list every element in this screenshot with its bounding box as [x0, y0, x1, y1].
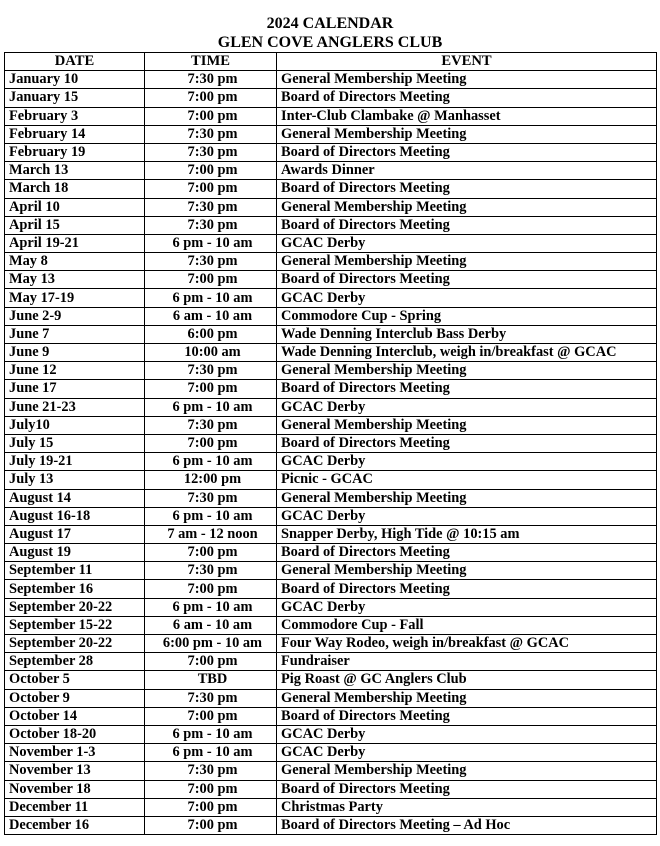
table-row [5, 525, 657, 543]
time-cell: 7:30 pm [145, 689, 277, 707]
table-row [5, 71, 657, 89]
event-cell: Awards Dinner [277, 162, 657, 180]
table-row [5, 507, 657, 525]
table-row [5, 307, 657, 325]
event-cell: Board of Directors Meeting [277, 89, 657, 107]
time-cell: 12:00 pm [145, 471, 277, 489]
table-row [5, 635, 657, 653]
event-cell: GCAC Derby [277, 598, 657, 616]
time-cell: 7:30 pm [145, 198, 277, 216]
table-row [5, 798, 657, 816]
time-cell: 7:00 pm [145, 544, 277, 562]
table-row [5, 616, 657, 634]
time-cell: 7:30 pm [145, 416, 277, 434]
date-cell: July 19-21 [5, 453, 145, 471]
time-cell: 6 pm - 10 am [145, 398, 277, 416]
event-cell: GCAC Derby [277, 398, 657, 416]
date-cell: September 15-22 [5, 616, 145, 634]
time-cell: 7:00 pm [145, 162, 277, 180]
event-cell: General Membership Meeting [277, 125, 657, 143]
table-row [5, 180, 657, 198]
table-row [5, 744, 657, 762]
date-cell: April 10 [5, 198, 145, 216]
event-cell: Board of Directors Meeting [277, 271, 657, 289]
title-line-club: GLEN COVE ANGLERS CLUB [217, 34, 443, 51]
time-cell: 6 pm - 10 am [145, 234, 277, 252]
event-cell: General Membership Meeting [277, 416, 657, 434]
date-cell: February 3 [5, 107, 145, 125]
event-cell: Christmas Party [277, 798, 657, 816]
table-row [5, 580, 657, 598]
event-cell: Wade Denning Interclub Bass Derby [277, 325, 657, 343]
event-cell: Board of Directors Meeting [277, 216, 657, 234]
time-cell: 7:30 pm [145, 762, 277, 780]
time-cell: 7:30 pm [145, 125, 277, 143]
event-cell: Commodore Cup - Spring [277, 307, 657, 325]
table-row [5, 398, 657, 416]
event-cell: GCAC Derby [277, 453, 657, 471]
table-row [5, 271, 657, 289]
date-cell: October 5 [5, 671, 145, 689]
column-header-event: EVENT [277, 53, 657, 71]
date-cell: August 16-18 [5, 507, 145, 525]
event-cell: General Membership Meeting [277, 489, 657, 507]
event-cell: Four Way Rodeo, weigh in/breakfast @ GCAC [277, 635, 657, 653]
table-row [5, 253, 657, 271]
event-cell: Board of Directors Meeting [277, 434, 657, 452]
event-cell: Fundraiser [277, 653, 657, 671]
event-cell: GCAC Derby [277, 744, 657, 762]
time-cell: 7:30 pm [145, 143, 277, 161]
table-row [5, 562, 657, 580]
event-cell: Board of Directors Meeting [277, 707, 657, 725]
date-cell: February 14 [5, 125, 145, 143]
event-cell: Board of Directors Meeting [277, 544, 657, 562]
table-row [5, 289, 657, 307]
date-cell: June 17 [5, 380, 145, 398]
date-cell: August 14 [5, 489, 145, 507]
table-row [5, 471, 657, 489]
date-cell: December 11 [5, 798, 145, 816]
event-cell: GCAC Derby [277, 289, 657, 307]
time-cell: 7:00 pm [145, 798, 277, 816]
date-cell: June 12 [5, 362, 145, 380]
time-cell: 7:00 pm [145, 434, 277, 452]
table-row [5, 89, 657, 107]
column-header-time: TIME [145, 53, 277, 71]
event-cell: General Membership Meeting [277, 689, 657, 707]
table-row [5, 671, 657, 689]
event-cell: Commodore Cup - Fall [277, 616, 657, 634]
time-cell: 7:30 pm [145, 253, 277, 271]
table-row [5, 653, 657, 671]
time-cell: 7:00 pm [145, 271, 277, 289]
date-cell: February 19 [5, 143, 145, 161]
table-row [5, 780, 657, 798]
table-row [5, 689, 657, 707]
event-cell: General Membership Meeting [277, 362, 657, 380]
date-cell: April 15 [5, 216, 145, 234]
event-cell: GCAC Derby [277, 507, 657, 525]
event-cell: General Membership Meeting [277, 71, 657, 89]
event-cell: Board of Directors Meeting [277, 143, 657, 161]
date-cell: November 18 [5, 780, 145, 798]
date-cell: June 2-9 [5, 307, 145, 325]
table-row [5, 816, 657, 834]
date-cell: August 19 [5, 544, 145, 562]
table-row [5, 125, 657, 143]
time-cell: 7:00 pm [145, 707, 277, 725]
event-cell: Board of Directors Meeting [277, 780, 657, 798]
time-cell: 7:30 pm [145, 216, 277, 234]
event-cell: General Membership Meeting [277, 762, 657, 780]
time-cell: 7:30 pm [145, 362, 277, 380]
date-cell: December 16 [5, 816, 145, 834]
time-cell: 7:00 pm [145, 780, 277, 798]
table-row [5, 453, 657, 471]
table-row [5, 598, 657, 616]
time-cell: 7:00 pm [145, 380, 277, 398]
time-cell: 6 pm - 10 am [145, 598, 277, 616]
date-cell: June 7 [5, 325, 145, 343]
time-cell: 7:00 pm [145, 180, 277, 198]
date-cell: July 13 [5, 471, 145, 489]
date-cell: June 9 [5, 344, 145, 362]
date-cell: November 13 [5, 762, 145, 780]
time-cell: 7:00 pm [145, 816, 277, 834]
document-title [0, 14, 660, 52]
time-cell: 6 pm - 10 am [145, 744, 277, 762]
date-cell: June 21-23 [5, 398, 145, 416]
date-cell: July 15 [5, 434, 145, 452]
event-cell: Picnic - GCAC [277, 471, 657, 489]
event-cell: Inter-Club Clambake @ Manhasset [277, 107, 657, 125]
table-row [5, 725, 657, 743]
time-cell: 6 pm - 10 am [145, 725, 277, 743]
time-cell: 6 pm - 10 am [145, 507, 277, 525]
time-cell: 6 pm - 10 am [145, 289, 277, 307]
time-cell: 7:30 pm [145, 562, 277, 580]
calendar-table [4, 52, 657, 835]
date-cell: October 18-20 [5, 725, 145, 743]
event-cell: Pig Roast @ GC Anglers Club [277, 671, 657, 689]
time-cell: TBD [145, 671, 277, 689]
date-cell: October 14 [5, 707, 145, 725]
table-row [5, 416, 657, 434]
event-cell: Wade Denning Interclub, weigh in/breakfast @ GCAC [277, 344, 657, 362]
date-cell: April 19-21 [5, 234, 145, 252]
table-row [5, 544, 657, 562]
event-cell: Board of Directors Meeting [277, 180, 657, 198]
date-cell: October 9 [5, 689, 145, 707]
time-cell: 7:30 pm [145, 489, 277, 507]
table-row [5, 198, 657, 216]
date-cell: July10 [5, 416, 145, 434]
time-cell: 7:00 pm [145, 107, 277, 125]
table-row [5, 216, 657, 234]
table-row [5, 434, 657, 452]
event-cell: GCAC Derby [277, 725, 657, 743]
event-cell: GCAC Derby [277, 234, 657, 252]
table-row [5, 234, 657, 252]
event-cell: General Membership Meeting [277, 253, 657, 271]
date-cell: September 20-22 [5, 635, 145, 653]
time-cell: 7:00 pm [145, 653, 277, 671]
table-row [5, 362, 657, 380]
time-cell: 7:00 pm [145, 580, 277, 598]
table-row [5, 143, 657, 161]
date-cell: January 10 [5, 71, 145, 89]
event-cell: Snapper Derby, High Tide @ 10:15 am [277, 525, 657, 543]
time-cell: 6 am - 10 am [145, 616, 277, 634]
date-cell: November 1-3 [5, 744, 145, 762]
time-cell: 10:00 am [145, 344, 277, 362]
event-cell: Board of Directors Meeting [277, 580, 657, 598]
date-cell: September 16 [5, 580, 145, 598]
table-row [5, 107, 657, 125]
event-cell: General Membership Meeting [277, 562, 657, 580]
date-cell: May 17-19 [5, 289, 145, 307]
time-cell: 7 am - 12 noon [145, 525, 277, 543]
date-cell: March 13 [5, 162, 145, 180]
date-cell: August 17 [5, 525, 145, 543]
time-cell: 7:00 pm [145, 89, 277, 107]
event-cell: General Membership Meeting [277, 198, 657, 216]
table-row [5, 380, 657, 398]
table-row [5, 762, 657, 780]
event-cell: Board of Directors Meeting – Ad Hoc [277, 816, 657, 834]
header-row [5, 53, 657, 71]
time-cell: 6:00 pm [145, 325, 277, 343]
date-cell: May 8 [5, 253, 145, 271]
date-cell: January 15 [5, 89, 145, 107]
time-cell: 6 am - 10 am [145, 307, 277, 325]
date-cell: May 13 [5, 271, 145, 289]
time-cell: 7:30 pm [145, 71, 277, 89]
date-cell: September 11 [5, 562, 145, 580]
column-header-date: DATE [5, 53, 145, 71]
table-row [5, 344, 657, 362]
date-cell: March 18 [5, 180, 145, 198]
table-row [5, 162, 657, 180]
table-row [5, 325, 657, 343]
date-cell: September 28 [5, 653, 145, 671]
table-row [5, 489, 657, 507]
date-cell: September 20-22 [5, 598, 145, 616]
calendar-body [5, 71, 657, 835]
time-cell: 6 pm - 10 am [145, 453, 277, 471]
title-line-year: 2024 CALENDAR [266, 15, 394, 32]
event-cell: Board of Directors Meeting [277, 380, 657, 398]
time-cell: 6:00 pm - 10 am [145, 635, 277, 653]
table-row [5, 707, 657, 725]
